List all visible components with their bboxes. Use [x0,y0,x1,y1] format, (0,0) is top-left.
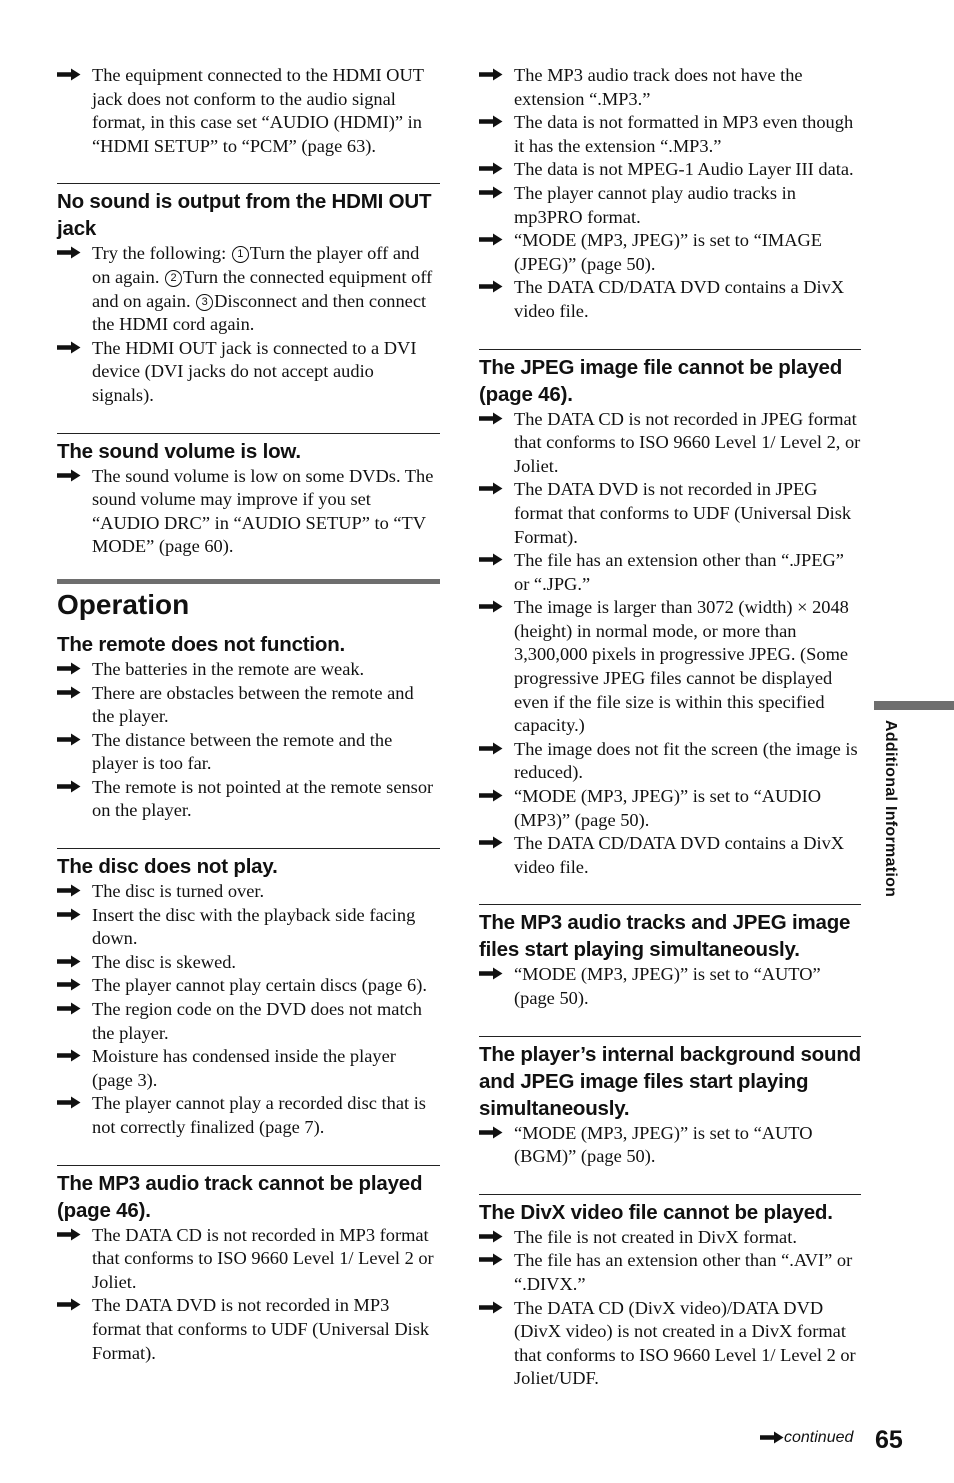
list-item: The sound volume is low on some DVDs. The sound volume may improve if you set “AUDIO DRC” in “AUDIO SETUP” to “TV MODE” (page 60). [57,465,440,559]
arrow-right-icon [479,967,505,981]
arrow-right-icon [57,1228,83,1242]
section-heading: No sound is output from the HDMI OUT jack [57,190,432,241]
section-heading: The remote does not function. [57,632,346,656]
arrow-right-icon [479,553,505,567]
section-disc [57,848,440,1140]
left-column [57,64,440,1365]
arrow-right-icon [57,662,83,676]
item-list [57,1224,440,1366]
list-item: The player cannot play certain discs (page 6). [57,974,440,998]
arrow-right-icon [57,469,83,483]
list-item: There are obstacles between the remote and the player. [57,682,440,729]
circled-number-1: 1 [232,246,249,263]
item-list [479,1122,861,1169]
list-item: The distance between the remote and the player is too far. [57,729,440,776]
arrow-right-icon [479,186,505,200]
list-item: The data is not MPEG-1 Audio Layer III data. [479,158,861,182]
list-item: The player cannot play a recorded disc that is not correctly finalized (page 7). [57,1092,440,1139]
arrow-right-icon [57,1096,83,1110]
list-item: The batteries in the remote are weak. [57,658,440,682]
list-item: Moisture has condensed inside the player (page 3). [57,1045,440,1092]
list-item: The file has an extension other than “.AVI” or “.DIVX.” [479,1249,861,1296]
arrow-right-icon [479,280,505,294]
section-heading: The MP3 audio tracks and JPEG image files start playing simultaneously. [479,911,851,962]
page-number: 65 [875,1426,903,1454]
side-tab-label: Additional Information [882,720,899,898]
arrow-right-icon [479,233,505,247]
list-item: Insert the disc with the playback side facing down. [57,904,440,951]
side-tab-bar [874,701,954,710]
arrow-right-icon [479,1126,505,1140]
item-list [57,880,440,1140]
list-item: The image does not fit the screen (the image is reduced). [479,738,861,785]
item-list [479,963,861,1010]
section-divx [479,1194,861,1391]
list-item: The DATA CD/DATA DVD contains a DivX video file. [479,832,861,879]
arrow-right-icon [479,115,505,129]
continued-note: continued [760,1426,870,1450]
list-item: The DATA CD is not recorded in MP3 format that conforms to ISO 9660 Level 1/ Level 2 or Joliet. [57,1224,440,1295]
list-item: The region code on the DVD does not match the player. [57,998,440,1045]
circled-number-3: 3 [196,294,213,311]
list-item: The DATA CD/DATA DVD contains a DivX video file. [479,276,861,323]
list-item: The equipment connected to the HDMI OUT jack does not conform to the audio signal format, in this case set “AUDIO (HDMI)” in “HDMI SETUP” to “PCM” (page 63). [57,64,440,158]
list-item: The DATA CD is not recorded in JPEG format that conforms to ISO 9660 Level 1/ Level 2, or Joliet. [479,408,861,479]
arrow-right-icon [479,162,505,176]
arrow-right-icon [57,686,83,700]
arrow-right-icon [57,341,83,355]
arrow-right-icon [479,742,505,756]
arrow-right-icon [57,884,83,898]
list-item: Try the following: 1 Turn the player off and on again. 2 Turn the connected equipment off and on again. 3 Disconnect and then connect the HDMI cord again. [57,242,440,336]
section-remote [57,631,440,823]
section-jpeg [479,349,861,880]
arrow-right-icon [57,1049,83,1063]
arrow-right-icon [57,780,83,794]
arrow-right-icon [760,1431,784,1443]
arrow-right-icon [57,68,83,82]
arrow-right-icon [479,1301,505,1315]
arrow-right-icon [479,68,505,82]
section-heading: The JPEG image file cannot be played (page 46). [479,355,843,406]
list-item: The MP3 audio track does not have the extension “.MP3.” [479,64,861,111]
arrow-right-icon [479,412,505,426]
section-mp3 [57,1165,440,1366]
list-item: The DATA CD (DivX video)/DATA DVD (DivX video) is not created in a DivX format that conforms to ISO 9660 Level 1/ Level 2 or Joliet/UDF. [479,1297,861,1391]
list-item: The file has an extension other than “.JPEG” or “.JPG.” [479,549,861,596]
circled-number-2: 2 [165,270,182,287]
arrow-right-icon [57,955,83,969]
section-heading: The MP3 audio track cannot be played (page 46). [57,1171,423,1222]
list-item: The player cannot play audio tracks in mp3PRO format. [479,182,861,229]
item-list [479,1226,861,1391]
item-list [479,408,861,880]
item-list [479,64,861,324]
section-simultaneous [479,904,861,1010]
operation-divider [57,579,440,623]
section-heading: The sound volume is low. [57,439,301,463]
list-item: The disc is turned over. [57,880,440,904]
section-heading: The DivX video file cannot be played. [479,1200,833,1224]
arrow-right-icon [479,482,505,496]
arrow-right-icon [57,246,83,260]
arrow-right-icon [57,1298,83,1312]
arrow-right-icon [57,1002,83,1016]
list-item: The disc is skewed. [57,951,440,975]
arrow-right-icon [479,1253,505,1267]
list-item: “MODE (MP3, JPEG)” is set to “IMAGE (JPEG)” (page 50). [479,229,861,276]
arrow-right-icon [479,600,505,614]
arrow-right-icon [479,836,505,850]
arrow-right-icon [57,908,83,922]
list-item: “MODE (MP3, JPEG)” is set to “AUTO (BGM)” (page 50). [479,1122,861,1169]
section-hdmi-no-sound [57,183,440,407]
arrow-right-icon [479,1230,505,1244]
item-list [57,658,440,823]
arrow-right-icon [57,978,83,992]
list-item: The image is larger than 3072 (width) × 2048 (height) in normal mode, or more than 3,300,000 pixels in progressive JPEG. (Some progressive JPEG files cannot be displayed even if the file size is within this specified capacity.) [479,596,861,738]
list-item: “MODE (MP3, JPEG)” is set to “AUDIO (MP3)” (page 50). [479,785,861,832]
section-bgm [479,1036,861,1169]
right-column [479,64,861,1391]
arrow-right-icon [57,733,83,747]
list-item: The HDMI OUT jack is connected to a DVI device (DVI jacks do not accept audio signals). [57,337,440,408]
arrow-right-icon [479,789,505,803]
list-item: The data is not formatted in MP3 even though it has the extension “.MP3.” [479,111,861,158]
list-item: The remote is not pointed at the remote sensor on the player. [57,776,440,823]
list-item: The DATA DVD is not recorded in MP3 format that conforms to UDF (Universal Disk Format). [57,1294,440,1365]
list-item: “MODE (MP3, JPEG)” is set to “AUTO” (page 50). [479,963,861,1010]
section-heading: The disc does not play. [57,855,278,879]
list-item: The DATA DVD is not recorded in JPEG format that conforms to UDF (Universal Disk Format). [479,478,861,549]
list-item: The file is not created in DivX format. [479,1226,861,1250]
section-volume-low [57,433,440,559]
operation-title: Operation [57,588,190,620]
section-heading: The player’s internal background sound and JPEG image files start playing simultaneously. [479,1042,861,1120]
